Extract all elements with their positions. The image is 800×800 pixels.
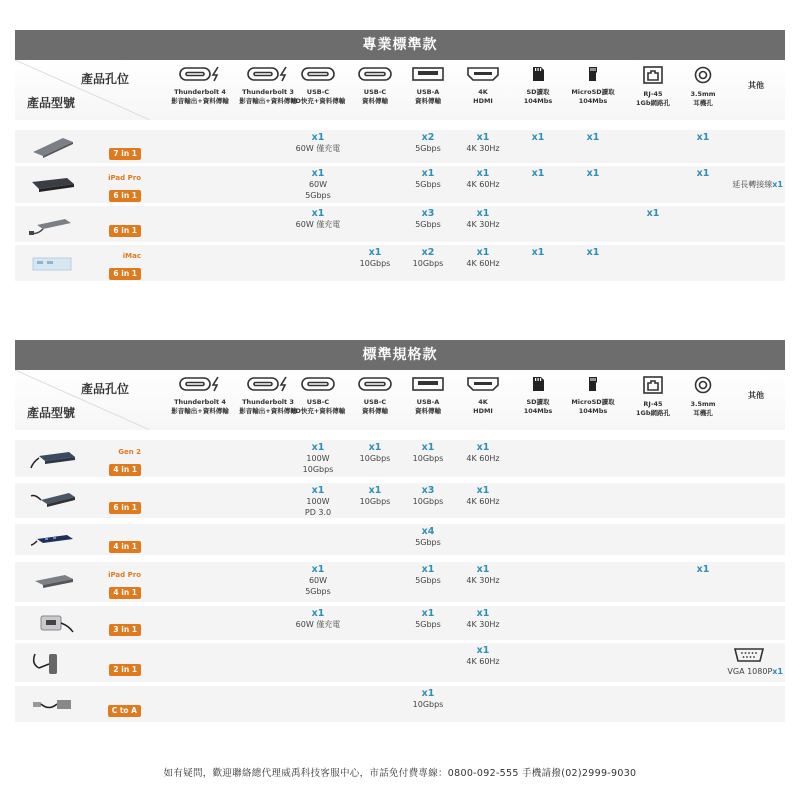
other-port-cell: [732, 179, 783, 190]
port-column-header: [164, 376, 236, 416]
port-count-cell: [283, 608, 353, 630]
port-name: USB-C: [306, 398, 330, 406]
port-count: x1: [311, 485, 325, 496]
port-spec: 60W: [308, 576, 328, 585]
port-name: MicroSD讀取: [571, 398, 615, 406]
model-badge: 2 in 1: [109, 664, 141, 676]
port-desc: 耳機孔: [693, 409, 713, 417]
port-count-cell: [448, 208, 518, 230]
other-column-header: 其他: [748, 391, 764, 400]
port-name: USB-A: [416, 398, 440, 406]
port-desc: 資料傳輸: [415, 407, 441, 415]
port-spec: 10Gbps: [412, 497, 444, 506]
port-count-cell: [283, 208, 353, 230]
port-name: Thunderbolt 3: [242, 88, 294, 96]
thunderbolt-port-icon: [164, 66, 236, 82]
port-count: x3: [421, 208, 435, 219]
product-row: [15, 483, 785, 518]
model-badge: C to A: [108, 705, 141, 717]
product-image: [29, 250, 77, 276]
other-port-name: VGA 1080P: [727, 667, 773, 676]
port-count: x1: [368, 485, 382, 496]
port-spec: 4K 60Hz: [466, 657, 500, 666]
model-badge: 4 in 1: [109, 464, 141, 476]
port-desc: 資料傳輸: [362, 97, 388, 105]
port-spec: 60W 僅充電: [295, 620, 341, 629]
other-port-cell: [727, 647, 783, 677]
port-count: x1: [531, 247, 545, 258]
model-compat-label: iPad Pro: [108, 571, 141, 579]
port-name: USB-C: [363, 398, 387, 406]
port-column-header: [667, 376, 739, 418]
product-image: [29, 172, 77, 198]
port-count: x2: [421, 247, 435, 258]
other-port-name: 延長轉接線: [732, 180, 773, 189]
port-desc: 1Gb網路孔: [635, 99, 670, 107]
product-image: [29, 691, 77, 717]
product-row: [15, 166, 785, 203]
port-count: x1: [421, 688, 435, 699]
port-count: x1: [421, 608, 435, 619]
product-image: [29, 610, 77, 636]
port-spec: 4K 60Hz: [466, 180, 500, 189]
column-header: [15, 60, 785, 120]
port-count: x1: [476, 564, 490, 575]
port-count: x1: [311, 168, 325, 179]
port-count-cell: [558, 132, 628, 143]
port-count-cell: [393, 688, 463, 710]
port-spec: 10Gbps: [359, 259, 391, 268]
port-count: x1: [646, 208, 660, 219]
port-count: x1: [421, 442, 435, 453]
port-spec: PD 3.0: [304, 508, 332, 517]
port-name: 3.5mm: [690, 90, 716, 98]
port-column-header: [667, 66, 739, 108]
model-label: [95, 698, 141, 717]
port-spec: 10Gbps: [359, 454, 391, 463]
port-desc: 104Mbs: [523, 407, 553, 415]
port-spec: 10Gbps: [302, 465, 334, 474]
product-row: [15, 440, 785, 477]
port-spec: 10Gbps: [412, 700, 444, 709]
port-spec: 5Gbps: [305, 587, 331, 596]
port-count: x1: [311, 608, 325, 619]
port-count: x3: [421, 485, 435, 496]
header-diagonal: [15, 370, 150, 430]
port-desc: 104Mbs: [578, 97, 608, 105]
port-count: x4: [421, 526, 435, 537]
port-count-cell: [283, 132, 353, 154]
port-count-cell: [668, 564, 738, 575]
port-name: USB-A: [416, 88, 440, 96]
port-desc: 耳機孔: [693, 99, 713, 107]
port-count: x1: [586, 168, 600, 179]
port-spec: 60W: [308, 180, 328, 189]
model-badge: 7 in 1: [109, 148, 141, 160]
product-row: [15, 643, 785, 682]
port-spec: 5Gbps: [415, 144, 441, 153]
port-name: USB-C: [306, 88, 330, 96]
port-name: Thunderbolt 3: [242, 398, 294, 406]
product-row: [15, 206, 785, 242]
port-spec: 5Gbps: [415, 538, 441, 547]
model-label: [95, 617, 141, 636]
port-spec: 100W: [306, 497, 330, 506]
product-image: [29, 569, 77, 595]
port-count: x1: [368, 442, 382, 453]
port-count: x1: [696, 564, 710, 575]
port-count-cell: [668, 132, 738, 143]
port-spec: 10Gbps: [412, 454, 444, 463]
product-row: [15, 562, 785, 602]
port-count: x1: [531, 132, 545, 143]
model-badge: 6 in 1: [109, 268, 141, 280]
other-column-header: 其他: [748, 81, 764, 90]
port-spec: 4K 60Hz: [466, 454, 500, 463]
column-header: [15, 370, 785, 430]
port-spec: 5Gbps: [305, 191, 331, 200]
port-desc: 104Mbs: [523, 97, 553, 105]
contact-footer: 如有疑問，歡迎聯絡總代理威禹科技客服中心，市話免付費專線：0800-092-555 手機請撥(02)2999-9030: [163, 768, 637, 779]
port-count: x1: [311, 564, 325, 575]
port-count: x1: [421, 564, 435, 575]
port-desc: 資料傳輸: [362, 407, 388, 415]
model-label: [95, 141, 141, 160]
model-compat-label: Gen 2: [118, 447, 141, 456]
port-count: x1: [476, 247, 490, 258]
section-title: 標準規格款: [15, 340, 785, 370]
port-count: x1: [531, 168, 545, 179]
port-count-cell: [283, 564, 353, 597]
port-count: x1: [476, 645, 490, 656]
port-spec: 4K 30Hz: [466, 576, 500, 585]
port-name: SD讀取: [526, 398, 550, 406]
port-count: x1: [586, 132, 600, 143]
port-desc: 影音輸出+資料傳輸: [239, 407, 297, 415]
product-image: [29, 446, 77, 472]
thunderbolt-port-icon: [164, 376, 236, 392]
port-count-cell: [558, 247, 628, 258]
port-count: x1: [311, 132, 325, 143]
port-name: RJ-45: [643, 90, 663, 98]
port-count: x1: [476, 485, 490, 496]
port-desc: HDMI: [473, 407, 493, 415]
port-name: RJ-45: [643, 400, 663, 408]
model-badge: 6 in 1: [109, 502, 141, 514]
vga-port-icon: [729, 647, 769, 666]
port-spec: 4K 60Hz: [466, 497, 500, 506]
port-count: x1: [476, 168, 490, 179]
header-diagonal: [15, 60, 150, 120]
port-desc: 104Mbs: [578, 407, 608, 415]
port-count-cell: [283, 168, 353, 201]
port-name: USB-C: [363, 88, 387, 96]
model-label: [95, 218, 141, 237]
port-spec: 5Gbps: [415, 180, 441, 189]
port-spec: 5Gbps: [415, 220, 441, 229]
port-header-label: 產品孔位: [81, 382, 130, 396]
product-row: [15, 606, 785, 640]
port-spec: 60W 僅充電: [295, 144, 341, 153]
port-desc: 資料傳輸: [415, 97, 441, 105]
port-count: x1: [476, 442, 490, 453]
port-count: x1: [311, 208, 325, 219]
port-count-cell: [448, 485, 518, 507]
model-compat-label: iMac: [122, 252, 141, 260]
port-count: x1: [476, 608, 490, 619]
model-header-label: 產品型號: [27, 406, 76, 420]
port-spec: 100W: [306, 454, 330, 463]
audio-jack-icon: [667, 376, 739, 394]
port-count: x1: [421, 168, 435, 179]
port-count: x1: [696, 168, 710, 179]
port-count-cell: [558, 168, 628, 179]
port-spec: 4K 30Hz: [466, 144, 500, 153]
port-spec: 60W 僅充電: [295, 220, 341, 229]
model-label: [95, 534, 141, 553]
port-desc: PD快充+資料傳輸: [290, 407, 346, 415]
spec-section: [15, 340, 785, 715]
port-count-cell: [448, 442, 518, 464]
model-label: [95, 495, 141, 514]
port-count: x1: [311, 442, 325, 453]
port-desc: HDMI: [473, 97, 493, 105]
port-spec: 4K 30Hz: [466, 620, 500, 629]
port-name: Thunderbolt 4: [174, 398, 226, 406]
product-row: [15, 130, 785, 163]
model-compat-label: iPad Pro: [108, 173, 141, 182]
port-count: x1: [586, 247, 600, 258]
port-count-cell: [393, 526, 463, 548]
port-desc: 1Gb網路孔: [635, 409, 670, 417]
port-desc: 影音輸出+資料傳輸: [171, 97, 229, 105]
port-name: 3.5mm: [690, 400, 716, 408]
product-image: [29, 211, 77, 237]
port-spec: 4K 30Hz: [466, 220, 500, 229]
port-count: x1: [476, 132, 490, 143]
model-label: [95, 570, 141, 599]
port-spec: 5Gbps: [415, 576, 441, 585]
product-row: [15, 686, 785, 722]
port-count-cell: [448, 564, 518, 586]
port-name: Thunderbolt 4: [174, 88, 226, 96]
port-count: x1: [368, 247, 382, 258]
port-spec: 5Gbps: [415, 620, 441, 629]
port-count-cell: [448, 608, 518, 630]
model-badge: 4 in 1: [109, 541, 141, 553]
product-image: [29, 527, 77, 553]
model-badge: 6 in 1: [109, 225, 141, 237]
port-name: SD讀取: [526, 88, 550, 96]
port-count: x1: [476, 208, 490, 219]
port-desc: 影音輸出+資料傳輸: [171, 407, 229, 415]
port-count-cell: [448, 645, 518, 667]
model-badge: 4 in 1: [109, 587, 141, 599]
port-desc: PD快充+資料傳輸: [290, 97, 346, 105]
port-count-cell: [618, 208, 688, 219]
section-title: 專業標準款: [15, 30, 785, 60]
port-name: 4K: [478, 88, 488, 96]
model-label: [95, 251, 141, 280]
port-count: x2: [421, 132, 435, 143]
port-count-cell: [668, 168, 738, 179]
port-spec: 10Gbps: [359, 497, 391, 506]
port-name: MicroSD讀取: [571, 88, 615, 96]
port-name: 4K: [478, 398, 488, 406]
model-badge: 6 in 1: [109, 190, 141, 202]
product-image: [29, 650, 77, 676]
audio-jack-icon: [667, 66, 739, 84]
other-port-count: x1: [772, 667, 783, 676]
model-label: [95, 173, 141, 202]
port-spec: 4K 60Hz: [466, 259, 500, 268]
model-badge: 3 in 1: [109, 624, 141, 636]
model-label: [95, 447, 141, 476]
port-column-header: [164, 66, 236, 106]
port-desc: 影音輸出+資料傳輸: [239, 97, 297, 105]
product-image: [29, 134, 77, 160]
port-spec: 10Gbps: [412, 259, 444, 268]
port-count: x1: [696, 132, 710, 143]
model-header-label: 產品型號: [27, 96, 76, 110]
product-image: [29, 488, 77, 514]
other-port-count: x1: [772, 180, 783, 189]
product-row: [15, 524, 785, 555]
model-label: [95, 657, 141, 676]
spec-section: [15, 30, 785, 278]
port-header-label: 產品孔位: [81, 72, 130, 86]
product-row: [15, 245, 785, 281]
